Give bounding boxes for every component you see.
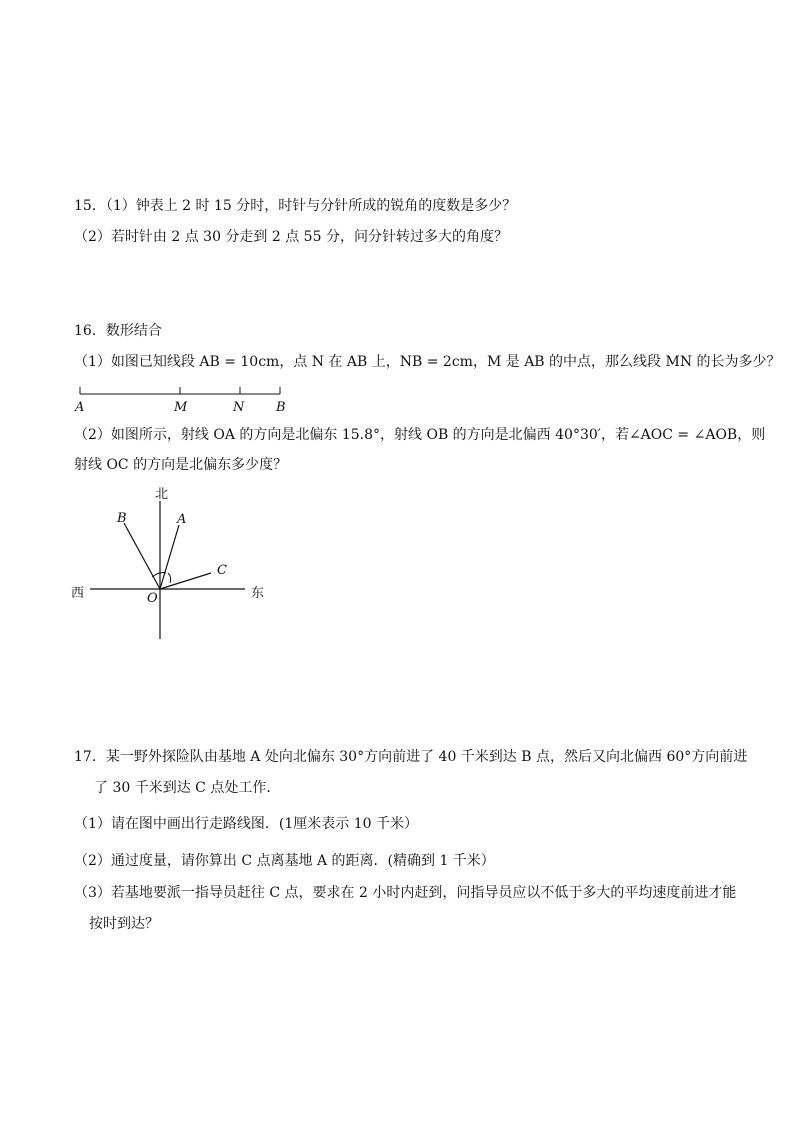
ray-b-label: B: [117, 511, 127, 526]
west-label: 西: [71, 586, 85, 601]
q15-line1: 15．（1）钟表上 2 时 15 分时，时针与分针所成的锐角的度数是多少？: [74, 198, 517, 214]
q16-part2-line1: （2）如图所示，射线 OA 的方向是北偏东 15.8°，射线 OB 的方向是北偏西 40°30′，若∠AOC = ∠AOB，则: [74, 427, 766, 443]
q17-line2: 了 30 千米到达 C 点处工作．: [94, 780, 281, 796]
compass-figure: [80, 485, 280, 645]
q17-line1: 17．某一野外探险队由基地 A 处向北偏东 30°方向前进了 40 千米到达 B 点，然后又向北偏西 60°方向前进: [74, 749, 748, 765]
angle-arc-aoc: [168, 573, 171, 583]
q16-part1: （1）如图已知线段 AB = 10cm，点 N 在 AB 上，NB = 2cm，M 是 AB 的中点，那么线段 MN 的长为多少？: [74, 354, 781, 370]
segment-label-n: N: [233, 400, 245, 415]
q15-line2: （2）若时针由 2 点 30 分走到 2 点 55 分，问分针转过多大的角度？: [74, 229, 508, 245]
ray-ob: [124, 523, 160, 589]
segment-label-b: B: [276, 400, 286, 415]
ray-oc: [160, 573, 211, 589]
ray-a-label: A: [177, 512, 187, 527]
ray-c-label: C: [217, 563, 227, 578]
q17-sub3-line2: 按时到达？: [89, 916, 159, 932]
q16-title: 16．数形结合: [74, 323, 162, 339]
segment-label-a: A: [75, 400, 85, 415]
origin-label: O: [147, 591, 158, 606]
q17-sub2: （2）通过度量，请你算出 C 点离基地 A 的距离．(精确到 1 千米）: [74, 853, 495, 869]
segment-label-m: M: [174, 400, 188, 415]
ray-oa: [160, 525, 179, 589]
north-label: 北: [155, 487, 169, 502]
q17-sub3-line1: （3）若基地要派一指导员赶往 C 点，要求在 2 小时内赶到，问指导员应以不低于多大的平均速度前进才能: [74, 885, 737, 901]
east-label: 东: [251, 586, 265, 601]
q17-sub1: （1）请在图中画出行走路线图．(1厘米表示 10 千米）: [74, 816, 418, 832]
q16-part2-line2: 射线 OC 的方向是北偏东多少度？: [74, 457, 288, 473]
